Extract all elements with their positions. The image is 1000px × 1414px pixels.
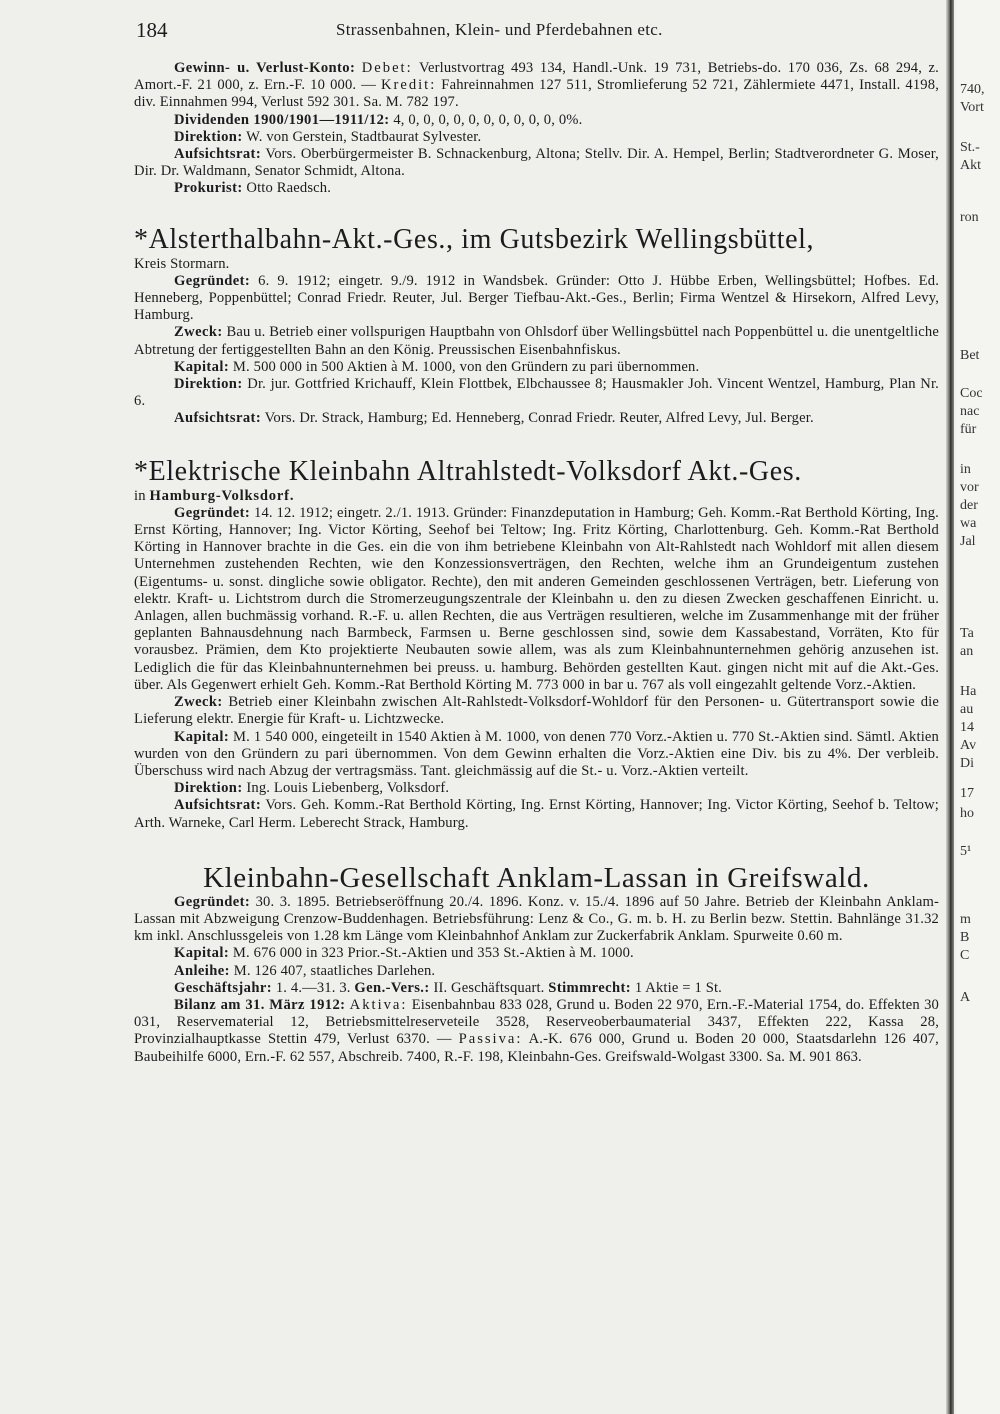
kapital-label: Kapital: [174,358,230,375]
margin-fragment: Av [960,738,977,753]
subheading-place: Hamburg-Volksdorf. [149,487,295,504]
dividenden-text: 4, 0, 0, 0, 0, 0, 0, 0, 0, 0, 0, 0%. [393,111,583,128]
margin-fragment: ho [960,806,974,821]
gewinn-verlust-label: Gewinn- u. Verlust-Konto: [174,60,356,76]
margin-fragment: m [960,912,971,927]
margin-fragment: vor [960,480,979,495]
gegruendet-text: 30. 3. 1895. Betriebseröffnung 20./4. 1896. Konz. v. 15./4. 1896 auf 50 Jahre. Betrieb der Kleinbahn Anklam-Lassan mit Abzweigung Crenzow-Buddenhagen. Betriebsführung: Lenz & Co., G. m. b. H. zu Berlin bezw. Stettin. Bahnlänge 31.32 km inkl. Anschlussgeleis von 1.28 km Länge vom Kleinbahnhof Anklam zur Zuckerfabrik Anklam. Spurweite 0.60 m. [134,893,939,945]
geschaeftsjahr-paragraph [134,980,939,997]
margin-fragment: an [960,644,974,659]
aktiva-text: Eisenbahnbau 833 028, Grund u. Boden 22 970, Ern.-F.-Material 1754, do. Effekten 30 031, Reservematerial 12, Betriebsmittelreserveteile 3528, Reserveoberbaumaterial 3437, Effekten 222, Kassa 28, Provinzialhauptkasse Stettin 479, Verlust 6370. — [134,996,939,1048]
anleihe-label: Anleihe: [174,962,230,979]
gegruendet-label: Gegründet: [174,272,251,289]
margin-fragment: 740, [960,82,985,97]
kapital-text: M. 1 540 000, eingeteilt in 1540 Aktien à M. 1000, von denen 770 Vorz.-Aktien u. 770 St.-Aktien sind. Sämtl. Aktien wurden von den Gründern zu pari übernommen. Von dem Gewinn erhalten die Vorz.-Aktien eine Div. bis zu 4%. Der verbleib. Überschuss wird nach Abzug der vertragsmäss. Tant. gleichmässig auf die St.- u. Vorz.-Aktien verteilt. [134,728,939,779]
kapital-paragraph [134,945,939,962]
margin-fragment: Ha [960,684,977,699]
prokurist-paragraph [134,180,939,197]
margin-fragment: B [960,930,970,945]
direktion-paragraph [134,780,939,797]
zweck-text: Bau u. Betrieb einer vollspurigen Hauptbahn von Ohlsdorf über Wellingsbüttel nach Poppenbüttel u. die unentgeltliche Abtretung der fertiggestellten Bahn an den König. Preussischen Eisenbahnfiskus. [134,324,939,358]
margin-fragment: Coc [960,386,983,401]
kapital-label: Kapital: [174,945,230,962]
genvers-text: II. Geschäftsquart. [433,979,545,996]
margin-fragment: der [960,498,978,513]
direktion-label: Direktion: [174,376,243,393]
bilanz-label: Bilanz am 31. März 1912: [174,996,346,1013]
aufsichtsrat-label: Aufsichtsrat: [174,797,262,814]
gegruendet-text: 14. 12. 1912; eingetr. 2./1. 1913. Gründer: Finanzdeputation in Hamburg; Geh. Komm.-Rat Berthold Körting, Ing. Ernst Körting, Hannover; Ing. Victor Körting, Seehof bei Teltow; Ing. Fritz Körting, Charlottenburg. Geh. Komm.-Rat Berthold Körting in Hannover brachte in die Ges. ein die von ihm betriebene Kleinbahn von Alt-Rahlstedt nach Wohldorf mit allen diesem Unternehmen zustehenden Rechten, wie den Konzessionsverträgen, den Rechten, welche ihm an Grundeigentum zustehen (Eigentums- u. sonst. dingliche sowie obligator. Rechte), den mit anderen Gemeinden geschlossenen Verträgen, betr. Lieferung von elektr. Kraft- u. Lichtstrom durch die Stromerzeugungszentrale der Kleinbahn u. den zu diesen Zwecken geschaffenen Einricht. u. Anlagen, allen buchmässig vorhand. R.-F. u. allen Rechten, die aus Verträgen resultieren, welche im Zusammenhange mit der früher geplanten Bahnausdehnung nach Barmbeck, Farmsen u. Berne geschlossen sind, sowie dem Kassabestand, Vorräten, Kto für vorausbez. Prämien, dem Kto projektierte Neubauten sowie allem, was als zum Kleinbahnunternehmen gehörig anzusehen ist. Lediglich die für das Kleinbahnunternehmen bei preuss. u. hamburg. Behörden gestellten Kaut. gingen nicht mit auf die Akt.-Ges. über. Als Gegenwert erhielt Geh. Komm.-Rat Berthold Körting M. 773 000 in bar u. 767 als voll eingezahlt geltende Vorz.-Aktien. [134,504,939,693]
margin-fragment: in [960,462,971,477]
gewinn-verlust-paragraph [134,60,939,112]
kapital-text: M. 676 000 in 323 Prior.-St.-Aktien und 353 St.-Aktien à M. 1000. [232,945,634,962]
margin-fragment: St.- [960,140,980,155]
adjacent-page-edge [956,0,1000,1414]
kredit-label: Kredit: [380,77,437,94]
aufsichtsrat-paragraph [134,797,939,831]
dividenden-label: Dividenden 1900/1901—1911/12: [174,111,390,128]
prokurist-label: Prokurist: [174,180,243,197]
margin-fragment: Jal [960,534,976,549]
subheading-prefix: in [134,487,146,504]
zweck-paragraph [134,324,939,358]
bilanz-paragraph [134,997,939,1066]
company-heading: Kleinbahn-Gesellschaft Anklam-Lassan in Greifswald. [203,861,870,894]
passiva-text: A.-K. 676 000, Grund u. Boden 20 000, Staatsdarlehn 126 407, Baubeihilfe 6000, Ern.-F. 62 557, Abschreib. 7400, R.-F. 198, Kleinbahn-Ges. Greifswald-Wolgast 3300. Sa. M. 901 863. [134,1031,939,1065]
aufsichtsrat-label: Aufsichtsrat: [174,410,262,427]
direktion-label: Direktion: [174,128,243,145]
company-heading: *Elektrische Kleinbahn Altrahlstedt-Volksdorf Akt.-Ges. [134,455,802,487]
margin-fragment: Vort [960,100,984,115]
prokurist-text: Otto Raedsch. [246,180,332,197]
aufsichtsrat-text: Vors. Geh. Komm.-Rat Berthold Körting, Ing. Ernst Körting, Hannover; Ing. Victor Körting, Seehof b. Teltow; Arth. Warneke, Carl Herm. Leberecht Strack, Hamburg. [134,797,939,831]
page-number: 184 [136,18,168,42]
anleihe-paragraph [134,963,939,980]
company-entry-anklam-lassan [134,862,939,1066]
margin-fragment: 17 [960,786,974,801]
margin-fragment: Bet [960,348,980,363]
aufsichtsrat-paragraph [134,146,939,180]
genvers-label: Gen.-Vers.: [354,979,430,996]
kredit-text: Fahreinnahmen 127 511, Stromlieferung 52 721, Zählermiete 4471, Install. 4198, div. Einnahmen 994, Verlust 592 301. Sa. M. 782 197. [134,77,939,111]
aktiva-label: Aktiva: [349,996,408,1013]
direktion-text: W. von Gerstein, Stadtbaurat Sylvester. [246,128,482,145]
dividenden-paragraph [134,112,939,129]
aufsichtsrat-paragraph [134,410,939,427]
kapital-label: Kapital: [174,728,230,745]
margin-fragment: nac [960,404,980,419]
zweck-text: Betrieb einer Kleinbahn zwischen Alt-Rahlstedt-Volksdorf-Wohldorf für den Personen- u. Gütertransport sowie die Lieferung elektr. Energie für Kraft- u. Lichtzwecke. [134,694,939,728]
company-entry-alsterthalbahn [134,224,939,428]
geschaeftsjahr-label: Geschäftsjahr: [174,979,273,996]
running-header-title: Strassenbahnen, Klein- und Pferdebahnen etc. [336,20,663,39]
stimmrecht-text: 1 Aktie = 1 St. [634,979,722,996]
margin-fragment: 5¹ [960,844,972,859]
margin-fragment: wa [960,516,977,531]
kapital-text: M. 500 000 in 500 Aktien à M. 1000, von den Gründern zu pari übernommen. [232,358,700,375]
passiva-label: Passiva: [458,1031,523,1048]
gegruendet-paragraph [134,273,939,325]
company-entry-volksdorf [134,456,939,832]
company-subheading: Kreis Stormarn. [134,255,230,272]
margin-fragment: 14 [960,720,974,735]
entry-continued [134,60,939,198]
margin-fragment: ron [960,210,979,225]
zweck-label: Zweck: [174,694,223,711]
aufsichtsrat-text: Vors. Dr. Strack, Hamburg; Ed. Henneberg, Conrad Friedr. Reuter, Alfred Levy, Jul. Berger. [264,410,814,427]
gegruendet-paragraph [134,894,939,946]
margin-fragment: C [960,948,970,963]
direktion-text: Dr. jur. Gottfried Krichauff, Klein Flottbek, Elbchaussee 8; Hausmakler Joh. Vincent Wentzel, Hamburg, Plan Nr. 6. [134,376,939,410]
direktion-text: Ing. Louis Liebenberg, Volksdorf. [246,780,450,797]
company-subheading [134,488,939,505]
aufsichtsrat-text: Vors. Oberbürgermeister B. Schnackenburg, Altona; Stellv. Dir. A. Hempel, Berlin; Stadtverordneter G. Moser, Dir. Dr. Waldmann, Senator Schmidt, Altona. [134,146,939,180]
gegruendet-label: Gegründet: [174,893,251,910]
company-heading: *Alsterthalbahn-Akt.-Ges., im Gutsbezirk Wellingsbüttel, [134,223,815,255]
kapital-paragraph [134,729,939,781]
gegruendet-label: Gegründet: [174,504,251,521]
gegruendet-text: 6. 9. 1912; eingetr. 9./9. 1912 in Wandsbek. Gründer: Otto J. Hübbe Erben, Wellingsbüttel; Hofbes. Ed. Henneberg, Poppenbüttel; Conrad Friedr. Reuter, Jul. Berger Tiefbau-Akt.-Ges., Berlin; Firma Wentzel & Hirsekorn, Alfred Levy, Hamburg. [134,272,939,324]
margin-fragment: Ta [960,626,974,641]
direktion-paragraph [134,376,939,410]
running-header [136,18,936,44]
debet-label: Debet: [361,60,413,76]
kapital-paragraph [134,359,939,376]
gegruendet-paragraph [134,505,939,694]
zweck-label: Zweck: [174,324,223,341]
margin-fragment: für [960,422,977,437]
margin-fragment: A [960,990,971,1005]
margin-fragment: au [960,702,974,717]
margin-fragment: Di [960,756,974,771]
debet-text: Verlustvortrag 493 134, Handl.-Unk. 19 731, Betriebs-do. 170 036, Zs. 68 294, z. Amort.-F. 21 000, z. Ern.-F. 10 000. — [134,60,939,94]
direktion-paragraph [134,129,939,146]
book-gutter [946,0,954,1414]
anleihe-text: M. 126 407, staatliches Darlehen. [233,962,436,979]
margin-fragment: Akt [960,158,981,173]
geschaeftsjahr-text: 1. 4.—31. 3. [275,979,351,996]
zweck-paragraph [134,694,939,728]
page-body [134,60,939,1066]
aufsichtsrat-label: Aufsichtsrat: [174,146,262,163]
stimmrecht-label: Stimmrecht: [548,979,632,996]
direktion-label: Direktion: [174,780,243,797]
